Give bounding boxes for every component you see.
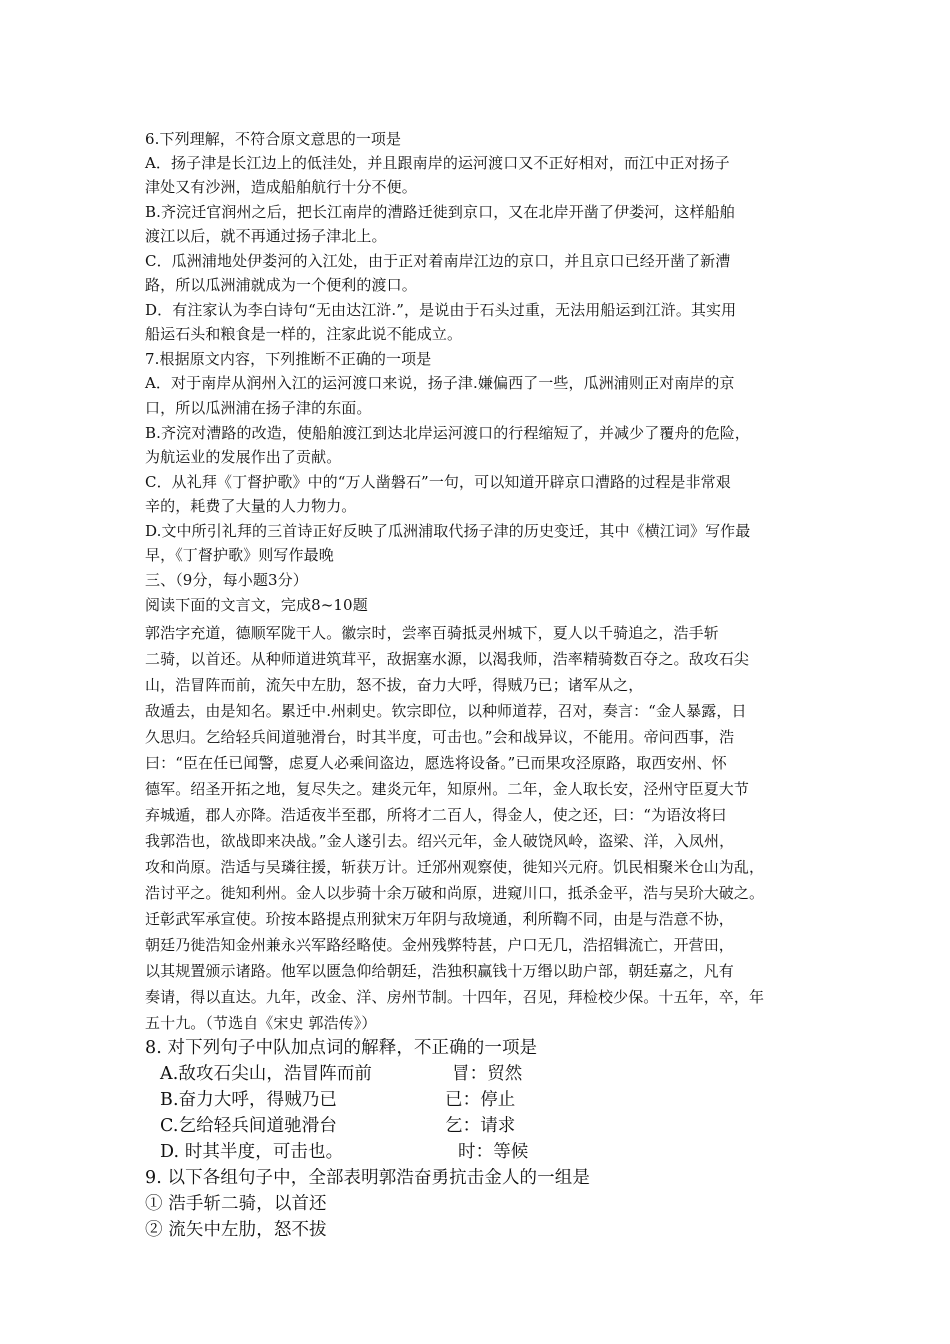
q8-option-sentence: A.敌攻石尖山，浩冒阵而前 (160, 1064, 372, 1084)
q6-line: 路，所以瓜洲浦就成为一个便利的渡口。 (145, 276, 417, 294)
q8-option-gloss: 时：等候 (458, 1142, 529, 1162)
q6-line: 船运石头和粮食是一样的，注家此说不能成立。 (145, 325, 463, 343)
passage-line: 浩讨平之。徙知利州。金人以步骑十余万破和尚原，进窥川口，抵杀金平，浩与吴玠大破之。 (145, 884, 765, 902)
q6-line: 津处又有沙洲，造成船舶航行十分不便。 (145, 178, 417, 196)
passage-line: 弃城遁，郡人亦降。浩适夜半至郡，所将才二百人，得金人，使之还，曰：“为语汝将曰 (145, 806, 727, 824)
q7-line: 为航运业的发展作出了贡献。 (145, 448, 342, 466)
passage-line: 久思归。乞给轻兵间道驰滑台，时其半度，可击也。”会和战异议，不能用。帝问西事，浩 (145, 728, 735, 746)
q7-line: 口，所以瓜洲浦在扬子津的东面。 (145, 399, 372, 417)
q7-stem: 7.根据原文内容，下列推断不正确的一项是 (145, 350, 432, 368)
q6-line: C．瓜洲浦地处伊娄河的入江处，由于正对着南岸江边的京口，并且京口已经开凿了新漕 (145, 252, 731, 270)
passage-line: 以其规置颁示诸路。他军以匮急仰给朝廷，浩独积赢钱十万缗以助户部，朝廷嘉之，凡有 (145, 962, 734, 980)
q7-line: D.文中所引礼拜的三首诗正好反映了瓜洲浦取代扬子津的历史变迁，其中《横江词》写作最 (145, 522, 751, 540)
passage-line: 奏请，得以直达。九年，改金、洋、房州节制。十四年，召见，拜检校少保。十五年，卒，年 (145, 988, 765, 1006)
q6-line: A．扬子津是长江边上的低洼处，并且跟南岸的运河渡口又不正好相对，而江中正对扬子 (145, 154, 730, 172)
q8-option-gloss: 冒：贸然 (452, 1064, 523, 1084)
q7-line: 早，《丁督护歌》则写作最晚 (145, 546, 334, 564)
passage-line: 曰：“臣在任已闻警，虑夏人必乘间盗边，愿选将设备。”已而果攻泾原路，取西安州、怀 (145, 754, 727, 772)
q6-line: D．有注家认为李白诗句“无由达江浒.”，是说由于石头过重，无法用船运到江浒。其实用 (145, 301, 737, 319)
passage-line: 山，浩冒阵而前，流矢中左肋，怒不拔，奋力大呼，得贼乃已；诸军从之， (145, 676, 644, 694)
q8-option (160, 1088, 515, 1112)
q7-line: A．对于南岸从润州入江的运河渡口来说，扬子津.嫌偏西了一些，瓜洲浦则正对南岸的京 (145, 374, 735, 392)
passage-line: 我郭浩也，欲战即来决战。”金人遂引去。绍兴元年，金人破饶风岭，盗梁、洋，入凤州， (145, 832, 735, 850)
passage-line: 攻和尚原。浩适与吴璘往援，斩获万计。迁邠州观察使，徙知兴元府。饥民相聚米仓山为乱， (145, 858, 765, 876)
passage-line: 迁彰武军承宣使。玠按本路提点刑狱宋万年阴与敌境通，利所鞫不同，由是与浩意不协， (145, 910, 734, 928)
q8-option-gloss: 乞：请求 (445, 1116, 516, 1136)
q8-option-sentence: D. 时其半度，可击也。 (160, 1142, 344, 1162)
passage-line: 五十九。（节选自《宋史 郭浩传》） (145, 1014, 377, 1032)
passage-line: 二骑，以首还。从种师道进筑茸平，敌据塞水源，以渴我师，浩率精骑数百夺之。敌攻石尖 (145, 650, 750, 668)
q9-stem: 9. 以下各组句子中，全部表明郭浩奋勇抗击金人的一组是 (145, 1168, 590, 1188)
q8-option (160, 1140, 528, 1164)
q8-option-sentence: C.乞给轻兵间道驰滑台 (160, 1116, 337, 1136)
q6-line: B.齐浣迁官润州之后，把长江南岸的漕路迁徙到京口，又在北岸开凿了伊娄河，这样船舶 (145, 203, 735, 221)
q7-line: 辛的，耗费了大量的人力物力。 (145, 497, 357, 515)
q8-option-sentence: B.奋力大呼，得贼乃已 (160, 1090, 338, 1110)
q7-line: C．从礼拜《丁督护歌》中的“万人凿磐石”一句，可以知道开辟京口漕路的过程是非常艰 (145, 473, 731, 491)
q8-option (160, 1114, 515, 1138)
passage-line: 朝廷乃徙浩知金州兼永兴军路经略使。金州残弊特甚，户口无几，浩招辑流亡，开营田， (145, 936, 734, 954)
q6-line: 渡江以后，就不再通过扬子津北上。 (145, 227, 387, 245)
passage-line: 德军。绍圣开拓之地，复尽失之。建炎元年，知原州。二年，金人取长安，泾州守臣夏大节 (145, 780, 750, 798)
section3-heading: 三、（9分，每小题3分） (145, 571, 308, 589)
passage-line: 郭浩字充道，德顺军陇干人。徽宗时，尝率百骑抵灵州城下，夏人以千骑追之，浩手斩 (145, 624, 719, 642)
q9-item: ② 流矢中左肋，怒不拔 (145, 1220, 327, 1240)
q8-option (160, 1062, 522, 1086)
q8-stem: 8. 对下列句子中队加点词的解释，不正确的一项是 (145, 1038, 538, 1058)
q7-line: B.齐浣对漕路的改造，使船舶渡江到达北岸运河渡口的行程缩短了，并减少了覆舟的危险， (145, 424, 750, 442)
passage-line: 敌遁去，由是知名。累迁中.州刺史。钦宗即位，以种师道荐，召对，奏言：“金人暴露，日 (145, 702, 747, 720)
section3-intro: 阅读下面的文言文，完成8~10题 (145, 596, 368, 614)
q8-option-gloss: 已：停止 (445, 1090, 516, 1110)
q9-item: ① 浩手斩二骑，以首还 (145, 1194, 327, 1214)
q6-stem: 6.下列理解，不符合原文意思的一项是 (145, 130, 402, 148)
